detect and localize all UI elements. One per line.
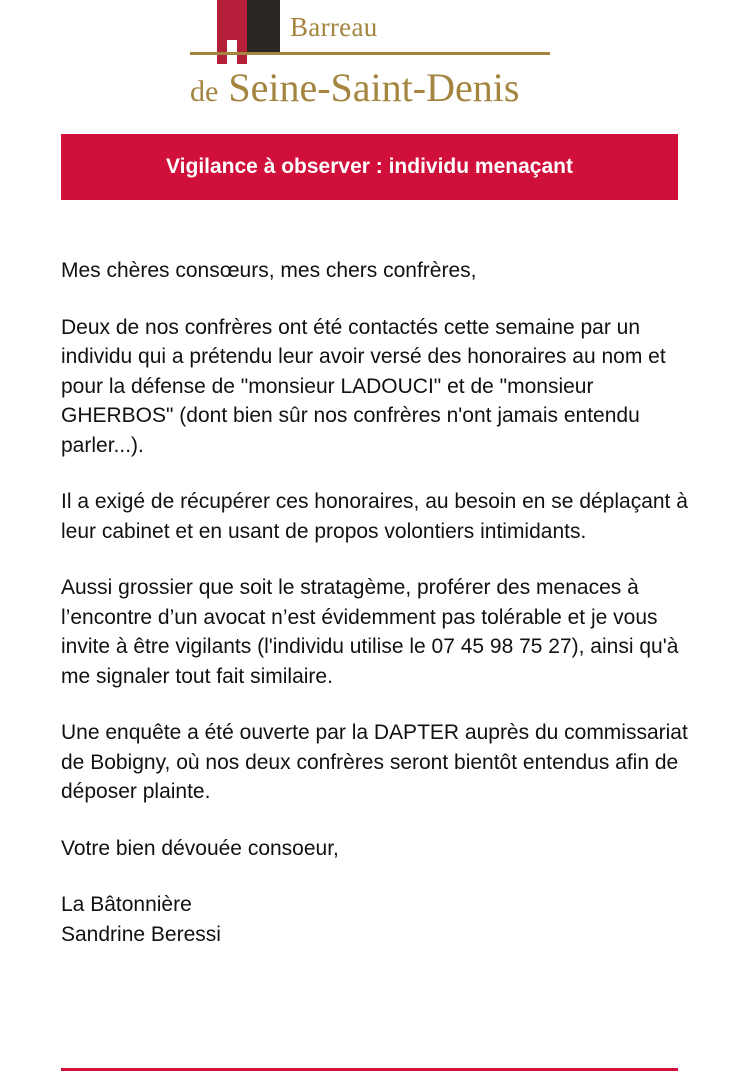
logo-word-barreau: Barreau [290,12,378,42]
bar-association-logo [190,0,555,110]
letter-paragraph-4: Une enquête a été ouverte par la DAPTER auprès du commissariat de Bobigny, où nos deux confrères seront bientôt entendus afin de déposer plainte. [61,721,688,803]
letter-paragraph-3: Aussi grossier que soit le stratagème, proférer des menaces à l’encontre d’un avocat n’est évidemment pas tolérable et je vous invite à être vigilants (l'individu utilise le 07 45 98 75 27), ainsi qu'à me signaler tout fait similaire. [61,576,679,688]
signature-name: Sandrine Beressi [61,922,221,946]
logo-word-seine-saint-denis [190,66,519,114]
logo-divider [190,52,550,55]
letter-closing: Votre bien dévouée consoeur, [61,836,339,860]
logo-dark-block [247,0,280,52]
alert-banner [61,134,678,200]
letter-greeting: Mes chères consœurs, mes chers confrères, [61,259,477,282]
logo-word-main: Seine-Saint-Denis [228,65,520,110]
footer-divider [61,1068,678,1071]
letter-paragraph-2: Il a exigé de récupérer ces honoraires, au besoin en se déplaçant à leur cabinet et en usant de propos volontiers intimidants. [61,490,688,543]
letter-paragraph-1: Deux de nos confrères ont été contactés cette semaine par un individu qui a prétendu leur avoir versé des honoraires au nom et pour la défense de "monsieur LADOUCI" et de "monsieur GHERBOS" (dont bien sûr nos confrères n'ont jamais entendu parler...). [61,315,666,457]
letter-body [61,256,691,949]
logo-word-de: de [190,75,219,108]
alert-banner-title: Vigilance à observer : individu menaçant [166,155,573,178]
signature-title: La Bâtonnière [61,893,192,916]
